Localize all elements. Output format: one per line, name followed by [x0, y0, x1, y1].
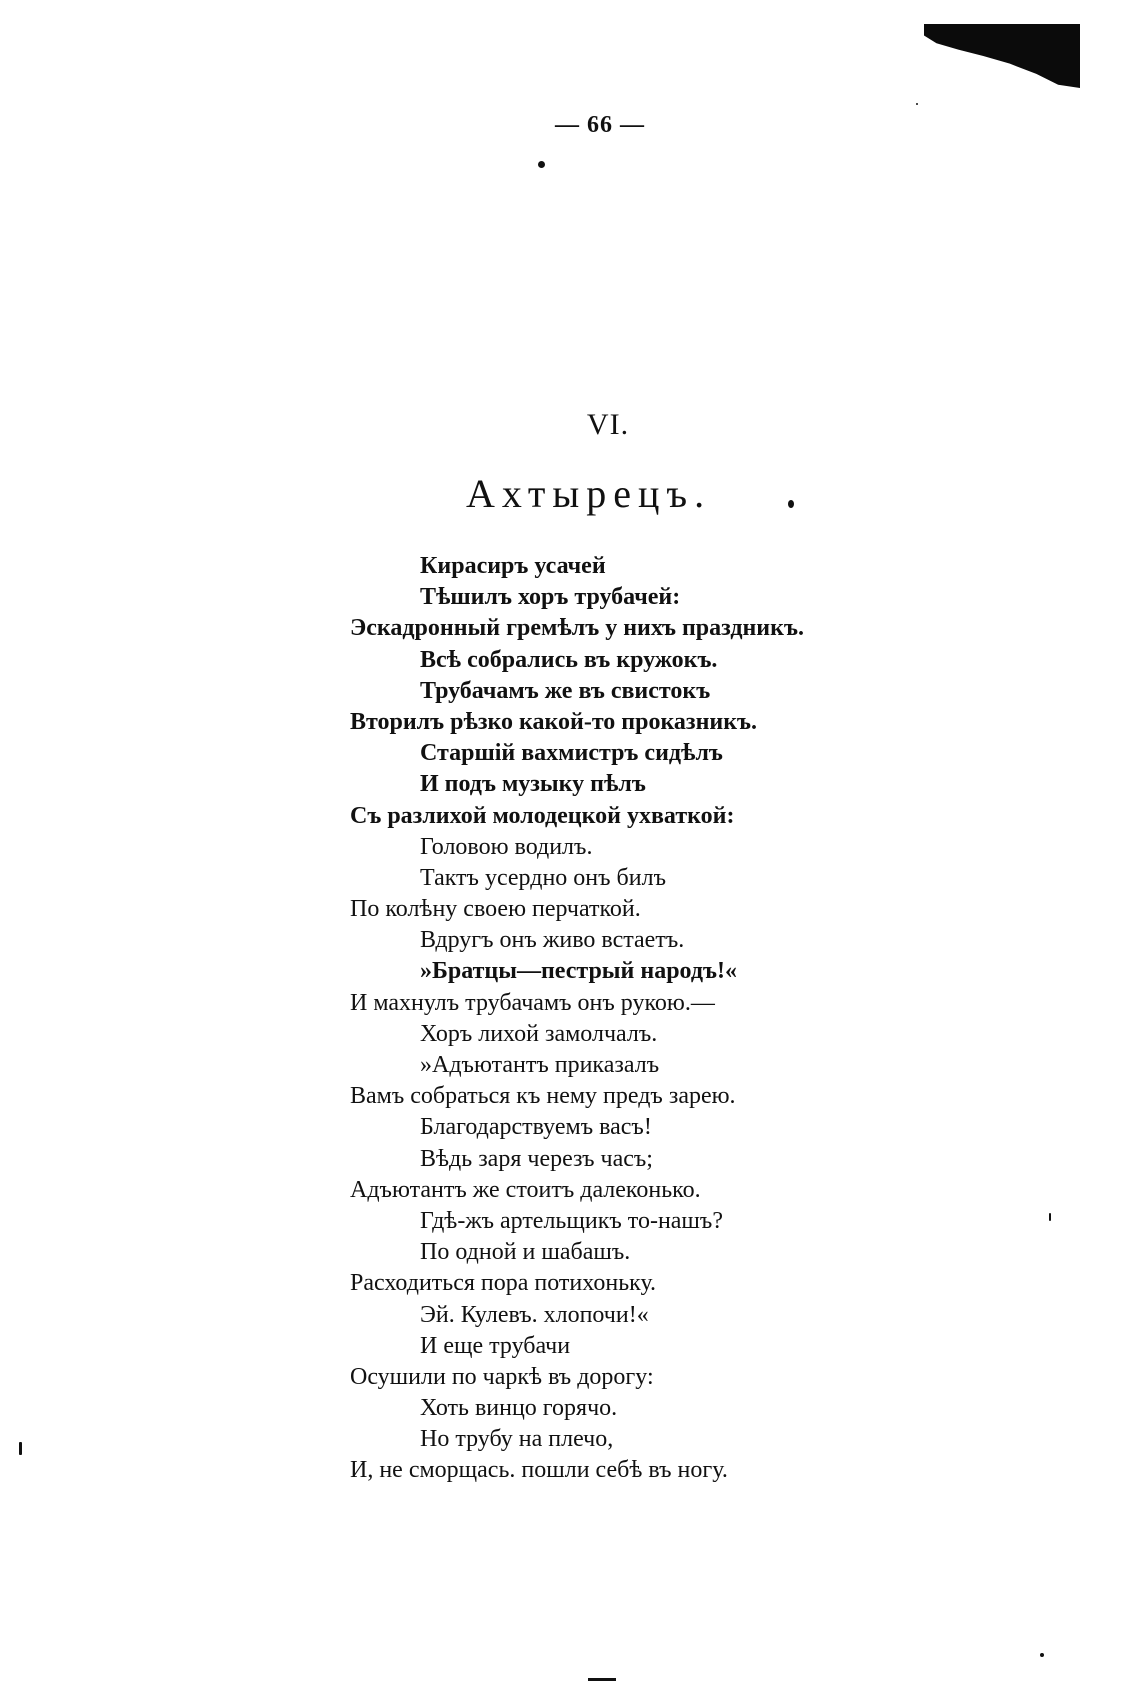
poem-line: Съ разлихой молодецкой ухваткой:	[350, 802, 735, 829]
poem-line: Хоръ лихой замолчалъ.	[420, 1020, 658, 1047]
poem-line: Трубачамъ же въ свистокъ	[420, 677, 711, 704]
poem-line: Эй. Кулевъ. хлопочи!«	[420, 1301, 649, 1328]
scan-speck	[538, 161, 545, 168]
poem-line: Головою водилъ.	[420, 833, 593, 860]
scan-speck	[916, 103, 918, 105]
bottom-dash	[588, 1678, 616, 1681]
poem-line: Адъютантъ же стоитъ далеконько.	[350, 1176, 701, 1203]
poem-line: По одной и шабашъ.	[420, 1239, 631, 1266]
scan-speck	[1049, 1213, 1051, 1221]
scan-speck	[1040, 1653, 1044, 1657]
poem-line: Но трубу на плечо,	[420, 1426, 614, 1453]
poem-line: По колѣну своею перчаткой.	[350, 896, 641, 923]
poem-line: Кирасиръ усачей	[420, 553, 606, 579]
scan-speck	[19, 1442, 22, 1455]
poem-line: И махнулъ трубачамъ онъ рукою.—	[350, 989, 715, 1016]
poem-body	[350, 551, 910, 1487]
poem-line: »Адъютантъ приказалъ	[420, 1052, 660, 1078]
poem-line: Осушили по чаркѣ въ дорогу:	[350, 1363, 654, 1390]
scan-corner-smudge	[924, 24, 1080, 88]
poem-line: Вторилъ рѣзко какой-то проказникъ.	[350, 708, 758, 735]
page-number-text: — 66 —	[555, 112, 645, 138]
scan-speck	[788, 500, 794, 508]
poem-line: Тѣшилъ хоръ трубачей:	[420, 584, 681, 611]
poem-line: И подъ музыку пѣлъ	[420, 771, 646, 798]
poem-title: Ахтырецъ.	[466, 471, 712, 516]
poem-line: Гдѣ-жъ артельщикъ то-нашъ?	[420, 1207, 723, 1234]
poem-line: Хоть винцо горячо.	[420, 1395, 618, 1422]
poem-line: Вѣдь заря черезъ часъ;	[420, 1145, 653, 1172]
poem-line: Тактъ усердно онъ билъ	[420, 864, 666, 891]
poem-line: Старшій вахмистръ сидѣлъ	[420, 740, 723, 767]
poem-line: Эскадронный гремѣлъ у нихъ праздникъ.	[350, 615, 804, 642]
poem-line: И, не сморщась. пошли себѣ въ ногу.	[350, 1457, 728, 1484]
poem-line: Вдругъ онъ живо встаетъ.	[420, 927, 685, 954]
section-numeral: VI.	[586, 408, 630, 441]
poem-line: Вамъ собраться къ нему предъ зарею.	[350, 1083, 736, 1110]
poem-line: И еще трубачи	[420, 1332, 571, 1359]
poem-line: »Братцы—пестрый народъ!«	[420, 958, 737, 985]
poem-line: Расходиться пора потихоньку.	[350, 1270, 657, 1297]
poem-line: Благодарствуемъ васъ!	[420, 1114, 652, 1141]
poem-line: Всѣ собрались въ кружокъ.	[420, 646, 718, 673]
page-number	[0, 112, 1140, 139]
